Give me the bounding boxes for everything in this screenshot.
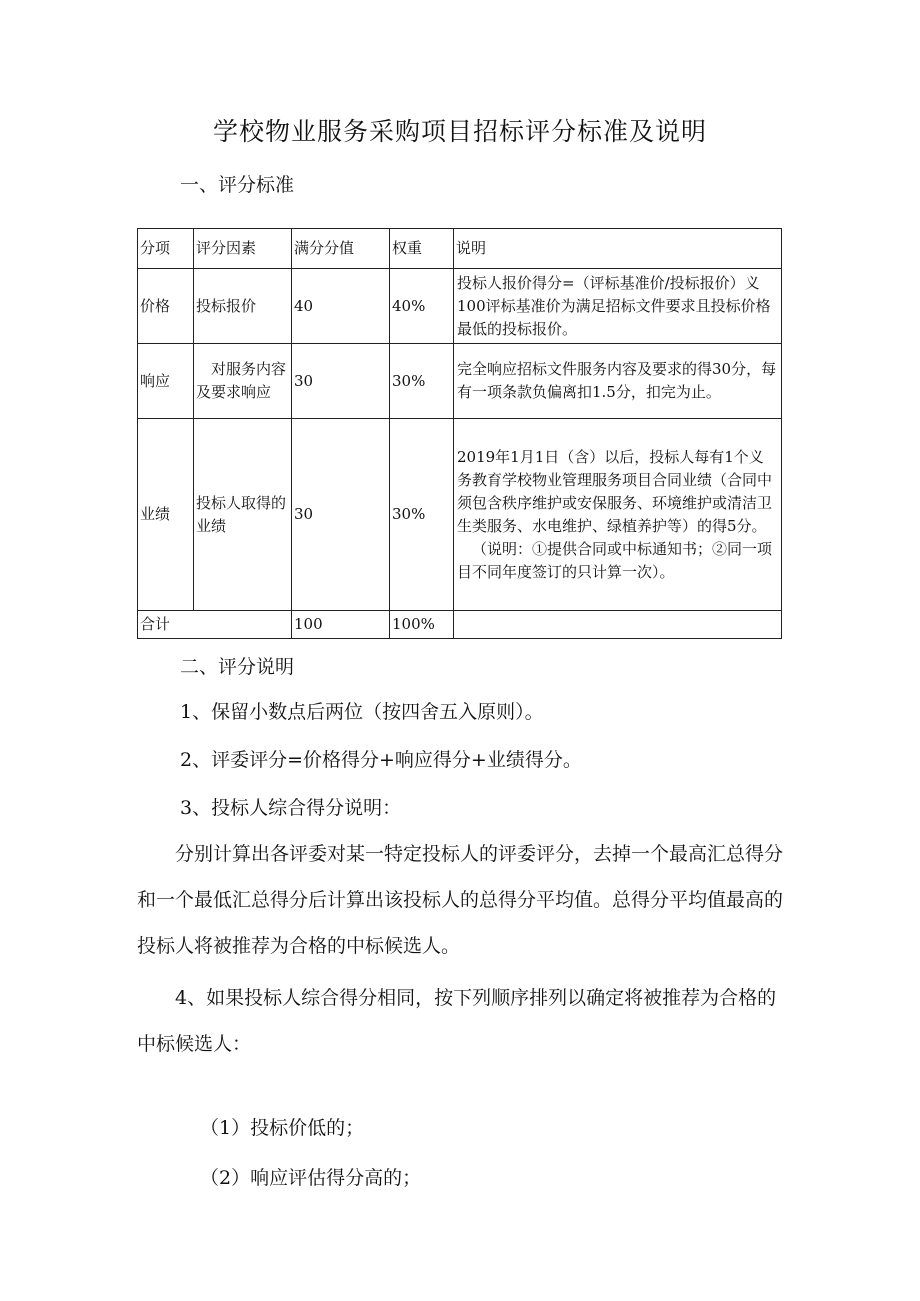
cell-total-max-score: 100 xyxy=(292,611,390,639)
cell-total-desc xyxy=(454,611,782,639)
cell-total-weight: 100% xyxy=(390,611,454,639)
cell-desc: 投标人报价得分=（评标基准价/投标报价）义100评标基准价为满足招标文件要求且投标价格最低的投标报价。 xyxy=(454,269,782,344)
table-row xyxy=(138,344,782,419)
scoring-table xyxy=(137,228,782,639)
note-item: 3、投标人综合得分说明： xyxy=(180,797,402,819)
sub-item: （1）投标价低的； xyxy=(200,1117,365,1139)
cell-max-score: 30 xyxy=(292,344,390,419)
cell-desc xyxy=(454,419,782,611)
cell-desc-line: 2019年1月1日（含）以后，投标人每有1个义务教育学校物业管理服务项目合同业绩（合同中须包含秩序维护或安保服务、环境维护或清洁卫生类服务、水电维护、绿植养护等）的得5分。 xyxy=(457,447,773,535)
cell-item: 业绩 xyxy=(138,419,194,611)
header-cell-desc: 说明 xyxy=(454,229,782,269)
header-cell-factor: 评分因素 xyxy=(194,229,292,269)
cell-max-score: 40 xyxy=(292,269,390,344)
document-title: 学校物业服务采购项目招标评分标准及说明 xyxy=(212,117,707,146)
note-item: 1、保留小数点后两位（按四舍五入原则）。 xyxy=(180,701,544,723)
cell-total-label: 合计 xyxy=(138,611,292,639)
cell-factor: 对服务内容及要求响应 xyxy=(194,344,292,419)
table-row xyxy=(138,269,782,344)
cell-desc-note: （说明：①提供合同或中标通知书；②同一项目不同年度签订的只计算一次）。 xyxy=(457,539,773,581)
header-cell-weight: 权重 xyxy=(390,229,454,269)
table-header-row xyxy=(138,229,782,269)
paragraph-calculation: 分别计算出各评委对某一特定投标人的评委评分，去掉一个最高汇总得分和一个最低汇总得分后计算出该投标人的总得分平均值。总得分平均值最高的投标人将被推荐为合格的中标候选人。 xyxy=(137,843,784,957)
cell-factor: 投标报价 xyxy=(194,269,292,344)
cell-weight: 30% xyxy=(390,344,454,419)
table-total-row xyxy=(138,611,782,639)
cell-weight: 30% xyxy=(390,419,454,611)
header-cell-max-score: 满分分值 xyxy=(292,229,390,269)
sub-item: （2）响应评估得分高的； xyxy=(200,1167,422,1189)
section-heading-scoring-notes: 二、评分说明 xyxy=(180,656,295,678)
cell-item: 响应 xyxy=(138,344,194,419)
header-cell-item: 分项 xyxy=(138,229,194,269)
cell-factor: 投标人取得的业绩 xyxy=(194,419,292,611)
table-row xyxy=(138,419,782,611)
paragraph-tie-break: 4、如果投标人综合得分相同，按下列顺序排列以确定将被推荐为合格的中标候选人： xyxy=(137,987,777,1055)
cell-max-score: 30 xyxy=(292,419,390,611)
cell-desc: 完全响应招标文件服务内容及要求的得30分，每有一项条款负偏离扣1.5分，扣完为止。 xyxy=(454,344,782,419)
cell-weight: 40% xyxy=(390,269,454,344)
section-heading-scoring-standard: 一、评分标准 xyxy=(180,174,295,196)
cell-item: 价格 xyxy=(138,269,194,344)
note-item: 2、评委评分=价格得分+响应得分+业绩得分。 xyxy=(180,749,582,771)
